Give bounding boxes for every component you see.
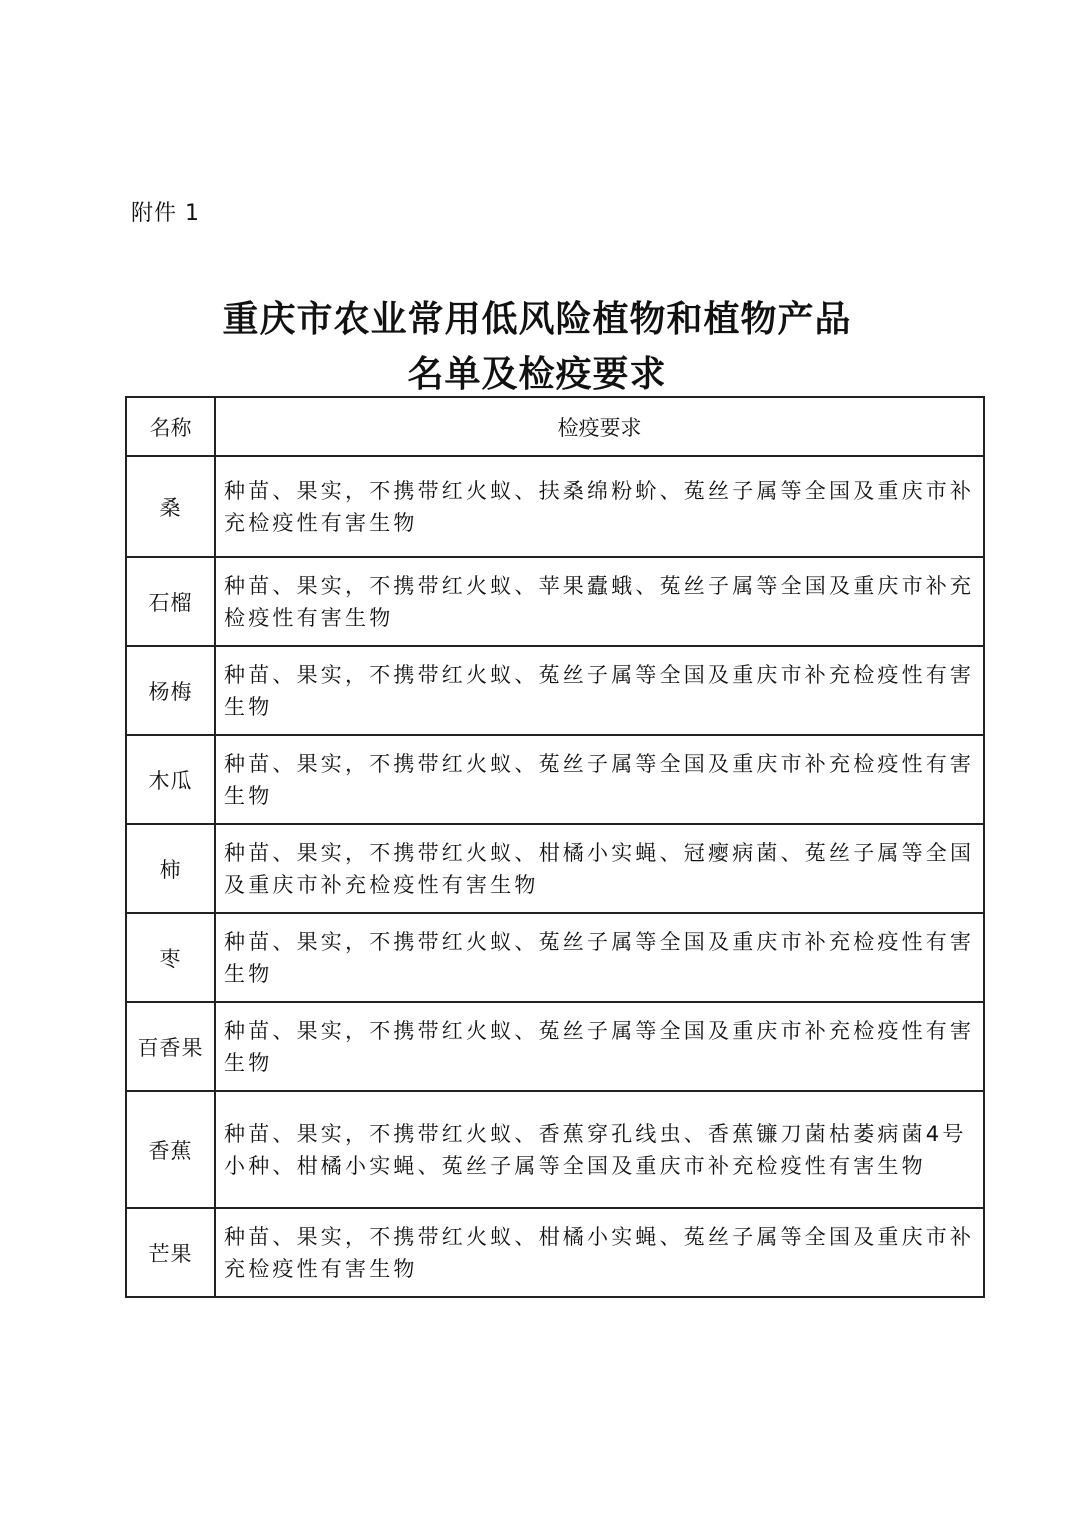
plant-name: 香蕉 [126,1091,215,1208]
plant-name: 杨梅 [126,646,215,735]
table-row [126,913,984,1002]
quarantine-table [125,396,985,1298]
attachment-label: 附件 1 [131,201,200,226]
table-row [126,735,984,824]
table-row [126,1208,984,1297]
plant-name: 石榴 [126,557,215,646]
table-header-row [126,397,984,456]
quarantine-requirement: 种苗、果实，不携带红火蚁、菟丝子属等全国及重庆市补充检疫性有害生物 [215,1002,984,1091]
quarantine-requirement: 种苗、果实，不携带红火蚁、柑橘小实蝇、菟丝子属等全国及重庆市补充检疫性有害生物 [215,1208,984,1297]
document-title-line2: 名单及检疫要求 [407,353,667,395]
plant-name: 柿 [126,824,215,913]
table-row [126,557,984,646]
quarantine-requirement: 种苗、果实，不携带红火蚁、苹果蠹蛾、菟丝子属等全国及重庆市补充检疫性有害生物 [215,557,984,646]
quarantine-requirement: 种苗、果实，不携带红火蚁、菟丝子属等全国及重庆市补充检疫性有害生物 [215,913,984,1002]
quarantine-requirement: 种苗、果实，不携带红火蚁、菟丝子属等全国及重庆市补充检疫性有害生物 [215,646,984,735]
quarantine-requirement: 种苗、果实，不携带红火蚁、柑橘小实蝇、冠瘿病菌、菟丝子属等全国及重庆市补充检疫性有害生物 [215,824,984,913]
quarantine-requirement: 种苗、果实，不携带红火蚁、菟丝子属等全国及重庆市补充检疫性有害生物 [215,735,984,824]
table-row [126,1091,984,1208]
plant-name: 木瓜 [126,735,215,824]
quarantine-requirement: 种苗、果实，不携带红火蚁、香蕉穿孔线虫、香蕉镰刀菌枯萎病菌4号小种、柑橘小实蝇、菟丝子属等全国及重庆市补充检疫性有害生物 [215,1091,984,1208]
plant-name: 桑 [126,456,215,557]
table-row [126,456,984,557]
plant-name: 芒果 [126,1208,215,1297]
table-row [126,646,984,735]
header-name: 名称 [126,397,215,456]
document-title-line1: 重庆市农业常用低风险植物和植物产品 [222,298,852,340]
quarantine-requirement: 种苗、果实，不携带红火蚁、扶桑绵粉蚧、菟丝子属等全国及重庆市补充检疫性有害生物 [215,456,984,557]
plant-name: 枣 [126,913,215,1002]
table-row [126,1002,984,1091]
table-row [126,824,984,913]
plant-name: 百香果 [126,1002,215,1091]
header-requirement: 检疫要求 [215,397,984,456]
